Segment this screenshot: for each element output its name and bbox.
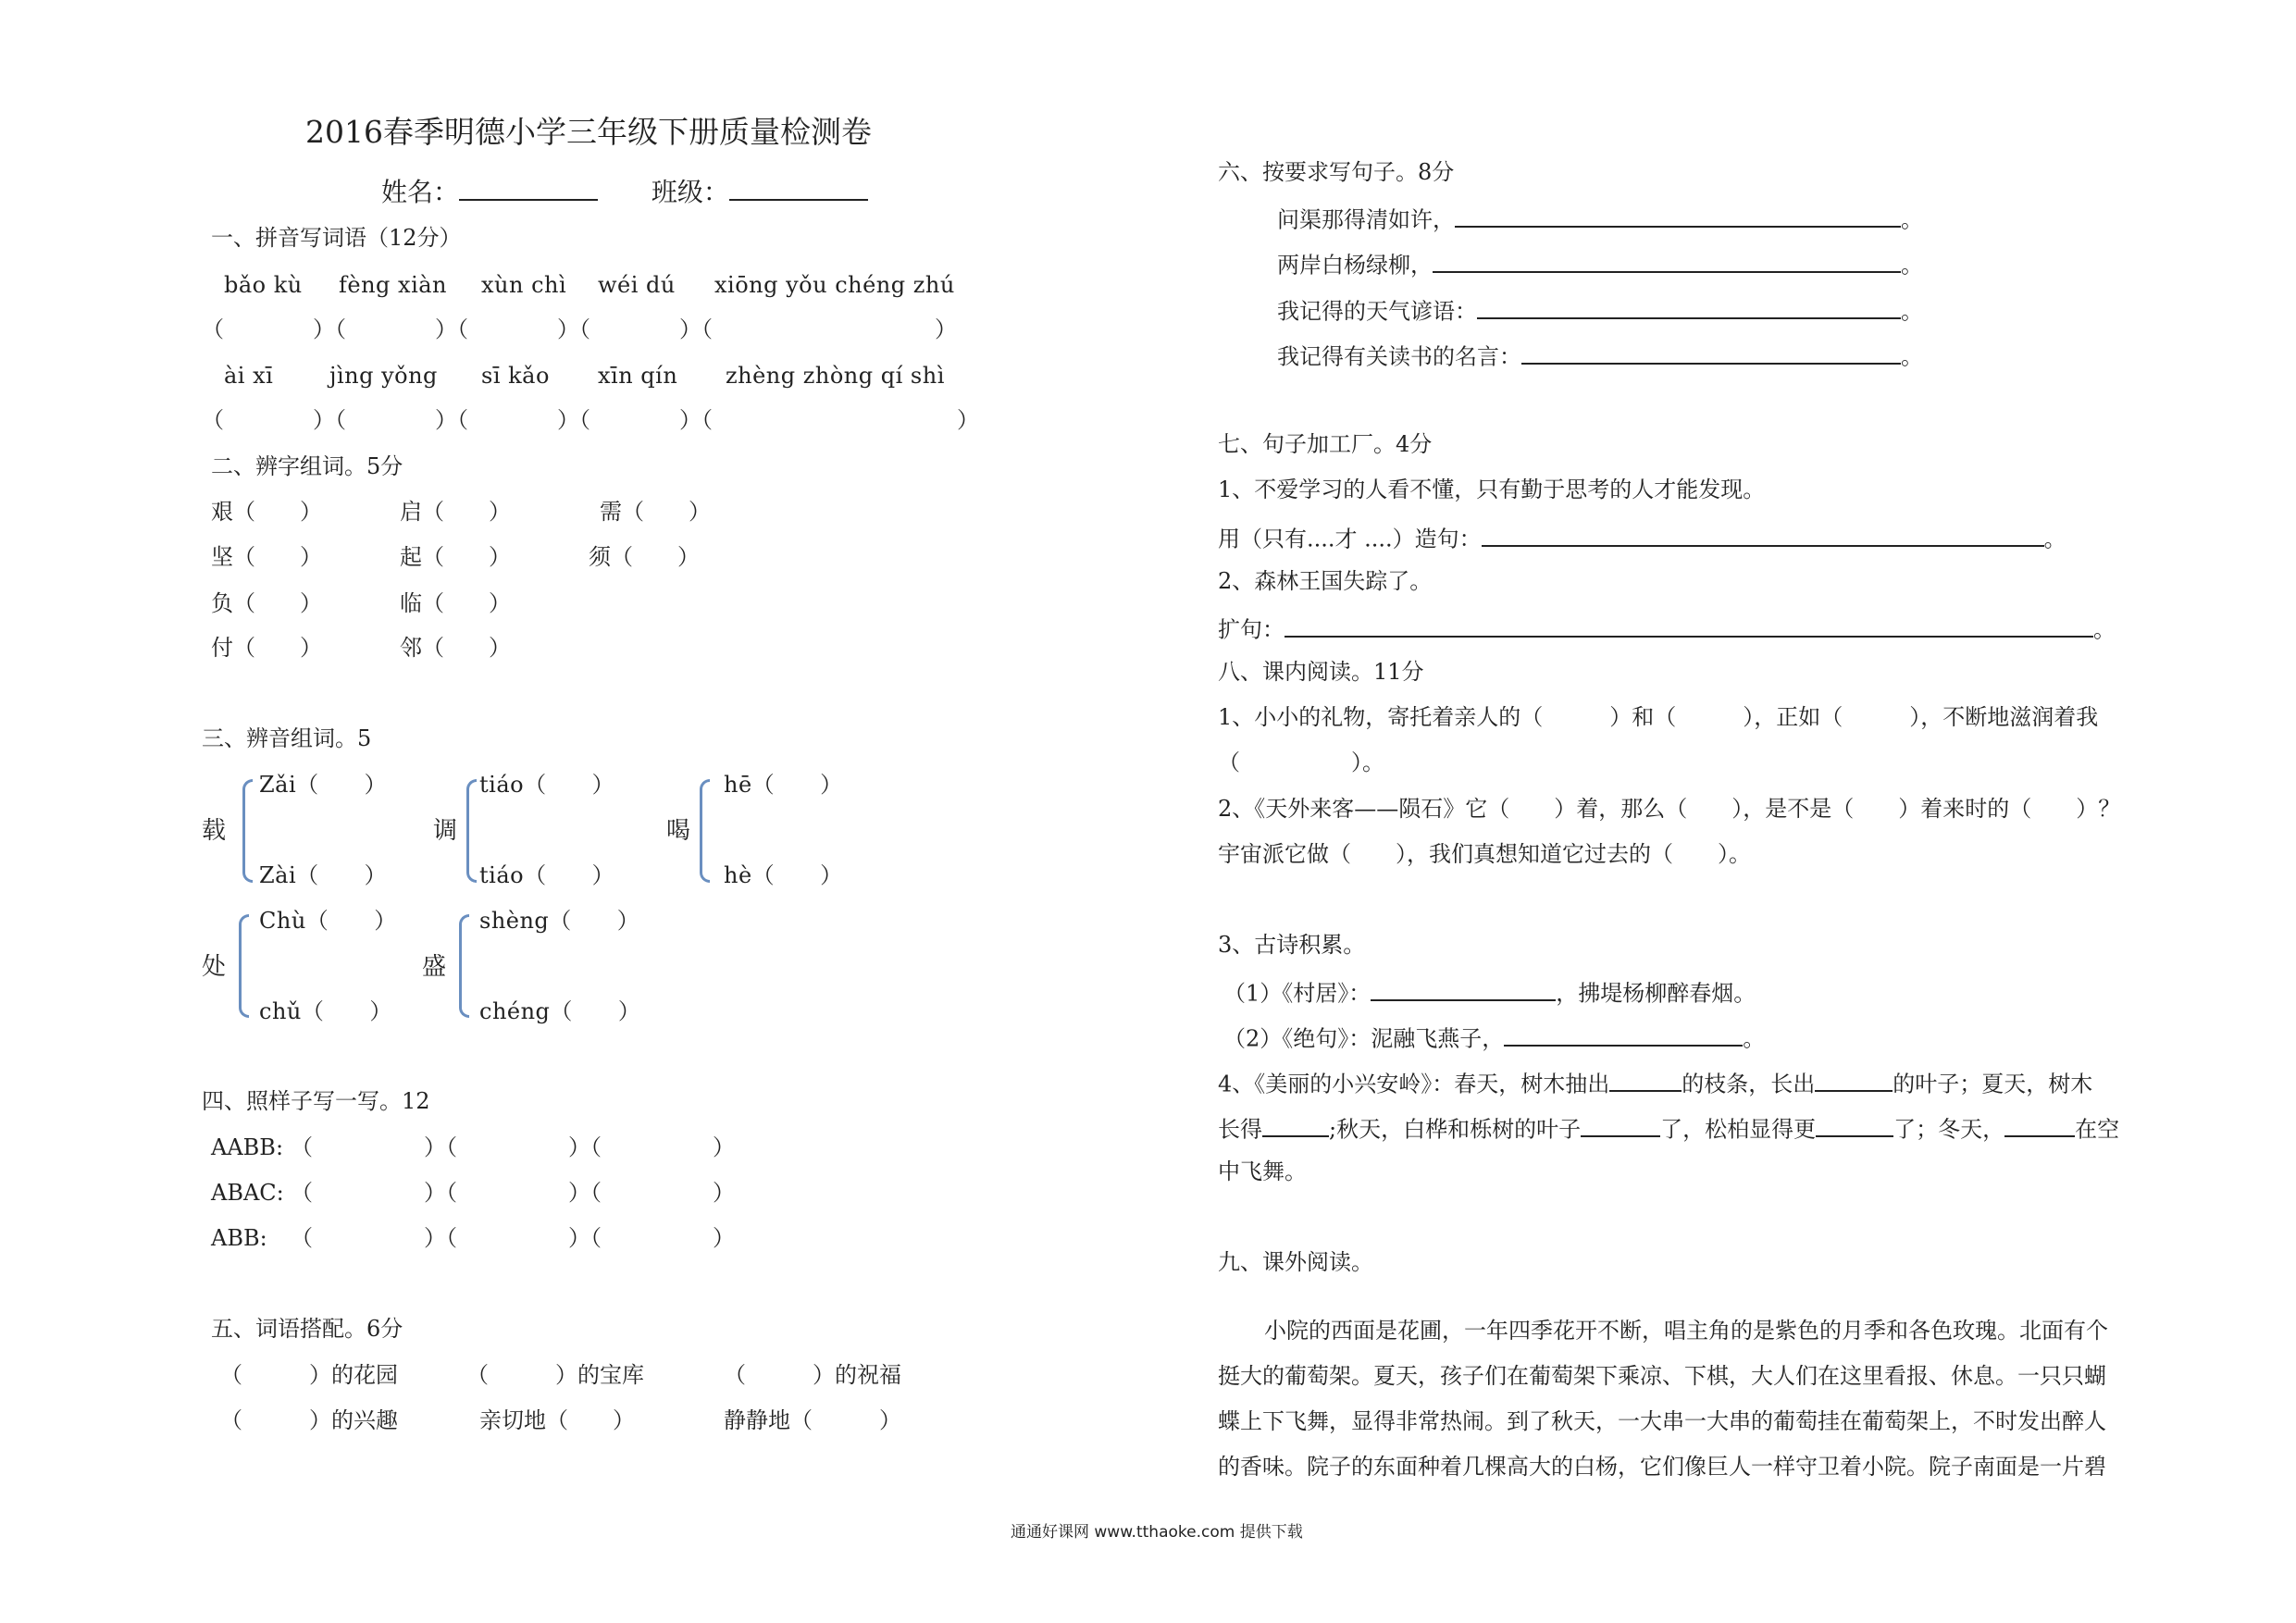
answer-blank[interactable] [1581,1115,1660,1137]
page-title: 2016春季明德小学三年级下册质量检测卷 [305,114,872,150]
pinyin-item: xiōng yǒu chéng zhú [714,272,955,298]
answer-blank[interactable] [1609,1070,1682,1092]
pinyin-item: bǎo kù [224,272,303,298]
char: 负 [211,590,233,616]
passage-line: 的香味。院子的东面种着几棵高大的白杨，它们像巨人一样守卫着小院。院子南面是一片碧 [1218,1454,2106,1480]
brace-icon [459,914,469,1018]
question-text: 3、古诗积累。 [1218,932,1366,958]
write-line: （2）《绝句》：泥融飞燕子， 。 [1223,1025,1766,1052]
section-9-heading: 九、课外阅读。 [1218,1249,1373,1275]
section-4-heading: 四、照样子写一写。12 [202,1088,430,1114]
pinyin-item: ài xī [224,363,274,389]
question-text: 2、森林王国失踪了。 [1218,568,1433,594]
answer-blank[interactable] [1521,342,1901,365]
answer-blank[interactable] [1262,1115,1329,1137]
class-blank[interactable] [729,176,868,201]
name-blank[interactable] [459,176,598,201]
char-item: 艰（ ） [211,499,322,525]
match-item[interactable]: 静静地（ ） [724,1407,901,1433]
answer-blank[interactable] [2004,1115,2075,1137]
question-text: 2、《天外来客——陨石》它（ ）着，那么（ ），是不是（ ）着来时的（ ）？ [1218,796,2121,822]
write-line: 扩句： 。 [1218,616,2116,643]
poly-reading: tiáo（ ） [479,862,615,888]
brace-icon [700,779,710,883]
passage-line: 蝶上下飞舞，显得非常热闹。到了秋天，一大串一大串的葡萄挂在葡萄架上，不时发出醉人 [1218,1408,2106,1434]
passage-line: 挺大的葡萄架。夏天，孩子们在葡萄架下乘凉、下棋，大人们在这里看报、休息。一只只蝴 [1218,1363,2106,1389]
poly-reading: tiáo（ ） [479,772,615,798]
char: 坚 [211,544,233,570]
char-item: 负（ ） [211,590,322,616]
section-3-heading: 三、辨音组词。5 [202,725,372,751]
section-1-heading: 一、拼音写词语（12分） [211,225,462,251]
char: 须 [589,544,611,570]
poly-reading: Chù（ ） [259,908,397,934]
answer-brackets-row[interactable]: （ ）（ ）（ ）（ ）（ ） [202,316,957,342]
answer-blank[interactable] [1504,1024,1743,1047]
match-item[interactable]: 亲切地（ ） [479,1407,635,1433]
brace-icon [239,914,249,1018]
answer-brackets-row[interactable]: （ ）（ ）（ ）（ ）（ ） [202,407,979,433]
char-item: 启（ ） [400,499,511,525]
answer-brackets-row[interactable]: （ ）（ ）（ ） [291,1134,735,1160]
char: 付 [211,635,233,661]
answer-brackets-row[interactable]: （ ）（ ）（ ） [291,1225,735,1251]
pinyin-item: jìng yǒng [329,363,438,389]
poly-char: 载 [202,817,227,845]
write-line: 长得 ;秋天，白桦和栎树的叶子 了，松柏显得更 了；冬天， 在空 [1218,1116,2120,1143]
match-item[interactable]: （ ）的花园 [220,1362,398,1388]
char-item: 需（ ） [600,499,711,525]
poly-char: 处 [202,953,227,981]
name-class-line [381,176,868,208]
poly-char: 调 [433,817,458,845]
answer-blank[interactable] [1455,205,1901,228]
poly-reading: hē（ ） [724,772,843,798]
char-item: 邻（ ） [400,635,511,661]
poly-char: 喝 [666,817,691,845]
poly-reading: Zài（ ） [259,862,388,888]
write-line: （1）《村居》： ，拂堤杨柳醉春烟。 [1223,980,1756,1007]
question-text: 宇宙派它做（ ），我们真想知道它过去的（ ）。 [1218,841,1751,867]
write-line: 我记得有关读书的名言： 。 [1277,343,1923,370]
match-item[interactable]: （ ）的兴趣 [220,1407,398,1433]
char: 临 [400,590,422,616]
answer-blank[interactable] [1433,251,1901,273]
answer-blank[interactable] [1482,525,2044,547]
section-8-heading: 八、课内阅读。11分 [1218,659,1424,685]
answer-brackets-row[interactable]: （ ）（ ）（ ） [291,1180,735,1206]
class-label: 班级： [651,177,729,208]
pinyin-item: zhèng zhòng qí shì [726,363,945,389]
poly-reading: shèng（ ） [479,908,640,934]
section-5-heading: 五、词语搭配。6分 [211,1316,403,1342]
answer-blank[interactable] [1285,615,2093,638]
name-label: 姓名： [381,177,460,208]
question-text: 1、不爱学习的人看不懂，只有勤于思考的人才能发现。 [1218,477,1766,502]
section-2-heading: 二、辨字组词。5分 [211,453,403,479]
question-text: 1、小小的礼物，寄托着亲人的（ ）和（ ），正如（ ），不断地滋润着我 [1218,704,2099,730]
write-line: 用（只有....才 ....）造句： 。 [1218,526,2066,552]
write-line: 两岸白杨绿柳， 。 [1277,252,1923,279]
answer-blank[interactable] [1477,297,1901,319]
poly-reading: hè（ ） [724,862,843,888]
pinyin-item: xùn chì [481,272,567,298]
brace-icon [242,779,253,883]
char: 邻 [400,635,422,661]
brace-icon [466,779,477,883]
char: 艰 [211,499,233,525]
question-text: （ ）。 [1218,750,1384,775]
question-text: 中飞舞。 [1218,1158,1307,1184]
poly-reading: chéng（ ） [479,998,641,1024]
match-item[interactable]: （ ）的祝福 [724,1362,901,1388]
char-item: 坚（ ） [211,544,322,570]
answer-blank[interactable] [1815,1070,1893,1092]
section-6-heading: 六、按要求写句子。8分 [1218,159,1455,185]
pinyin-item: fèng xiàn [339,272,448,298]
write-line: 问渠那得清如许， 。 [1277,206,1923,233]
write-line: 我记得的天气谚语： 。 [1277,298,1923,325]
char: 需 [600,499,622,525]
pattern-label: AABB: [211,1134,284,1160]
pattern-label: ABAC: [211,1180,284,1206]
passage-line: 小院的西面是花圃，一年四季花开不断，唱主角的是紫色的月季和各色玫瑰。北面有个 [1264,1318,2108,1344]
footer-credit: 通通好课网 www.tthaoke.com 提供下载 [1011,1523,1303,1542]
char-item: 临（ ） [400,590,511,616]
char: 启 [400,499,422,525]
match-item[interactable]: （ ）的宝库 [466,1362,644,1388]
pattern-label: ABB: [211,1225,267,1251]
pinyin-item: wéi dú [598,272,676,298]
char: 起 [400,544,422,570]
char-item: 须（ ） [589,544,700,570]
pinyin-item: xīn qín [598,363,678,389]
section-7-heading: 七、句子加工厂。4分 [1218,431,1433,457]
pinyin-item: sī kǎo [481,363,550,389]
answer-blank[interactable] [1371,979,1556,1001]
answer-blank[interactable] [1816,1115,1893,1137]
poly-char: 盛 [422,953,447,981]
poly-reading: Zǎi（ ） [259,772,388,798]
char-item: 起（ ） [400,544,511,570]
write-line: 4、《美丽的小兴安岭》：春天，树木抽出 的枝条，长出 的叶子；夏天，树木 [1218,1071,2093,1097]
char-item: 付（ ） [211,635,322,661]
poly-reading: chǔ（ ） [259,998,392,1024]
